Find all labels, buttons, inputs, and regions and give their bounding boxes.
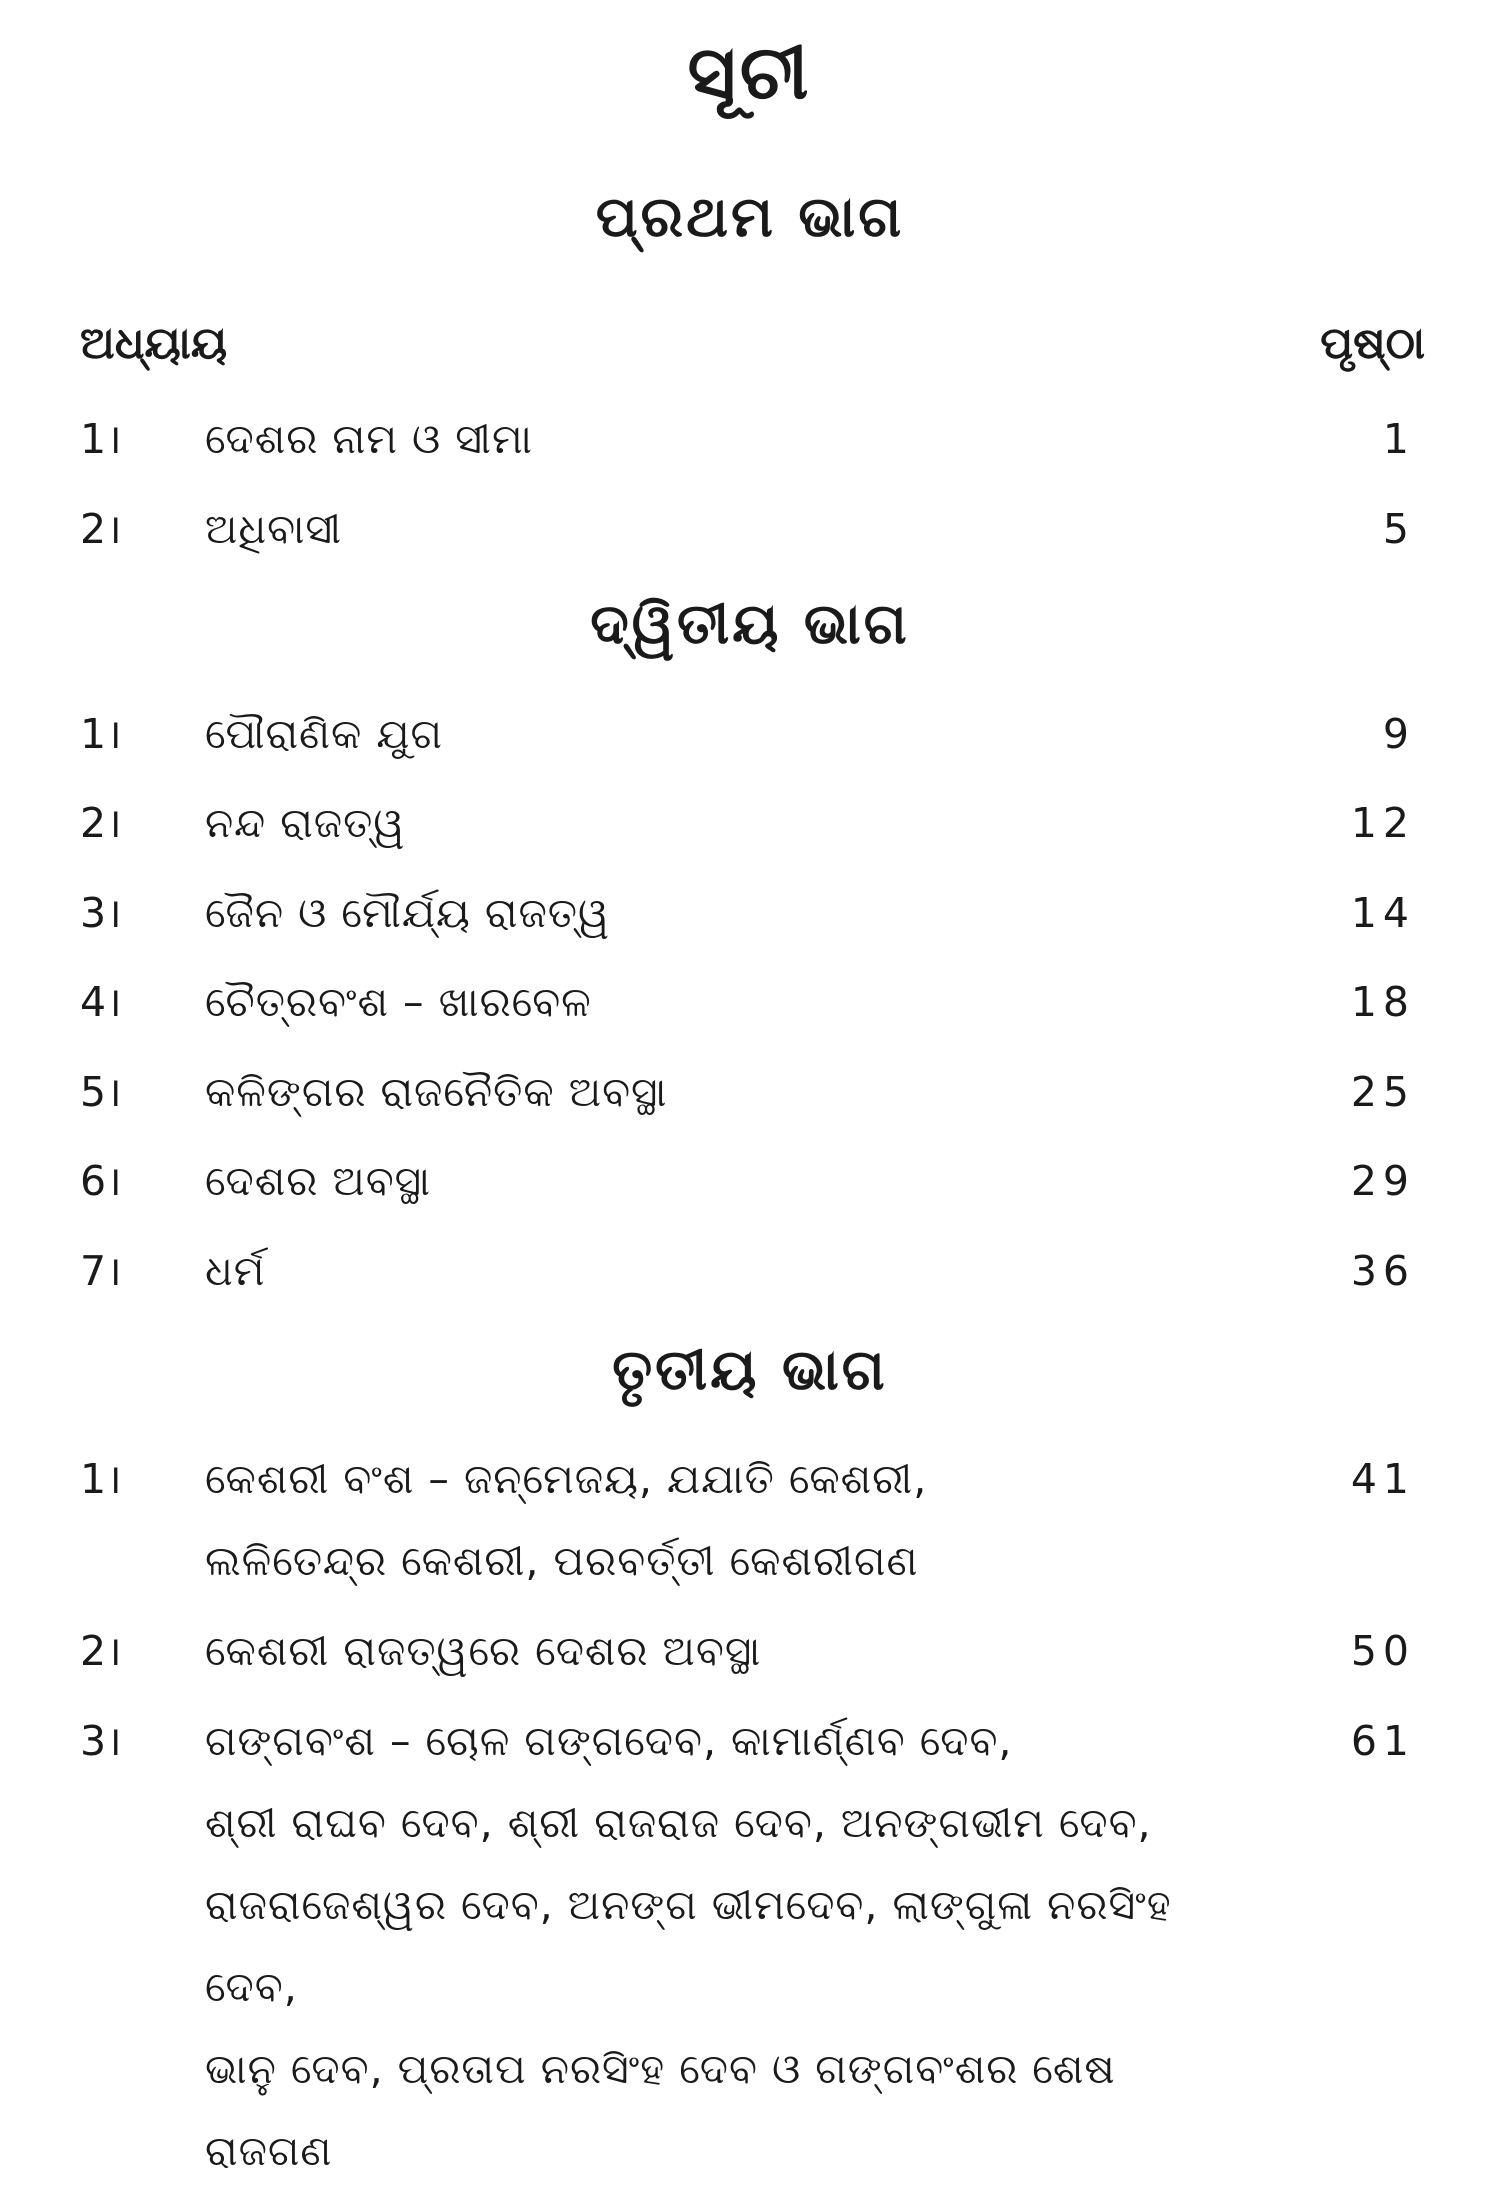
entry-number: 2। — [80, 505, 122, 553]
page-title: ସୂଚୀ — [687, 30, 813, 116]
chapter-column-header: ଅଧ୍ୟାୟ — [80, 318, 228, 369]
entry-number: 2। — [80, 1627, 122, 1675]
entry-number: 5। — [80, 1068, 122, 1116]
entry-page: 61 — [1350, 1717, 1415, 1765]
entry-page: 9 — [1382, 710, 1415, 758]
entry-page: 18 — [1350, 978, 1415, 1026]
entry-number: 7। — [80, 1247, 122, 1295]
entry-number: 3। — [80, 889, 122, 937]
entry-title: ଅଧିବାସୀ — [205, 505, 343, 553]
entry-title: ଗଙ୍ଗବଂଶ – ଚୋଳ ଗଙ୍ଗଦେବ, କାମାର୍ଣ୍ଣବ ଦେବ, ଶ୍ରୀ ରାଘବ ଦେବ, ଶ୍ରୀ ରାଜରାଜ ଦେବ, ଅନଙ୍ଗଭୀମ ଦେବ, ରାଜରାଜେଶ୍ୱର ଦେବ, ଅନଙ୍ଗ ଭୀମଦେବ, ଲାଙ୍ଗୁଳା ନରସିଂହ ଦେବ, ଭାନୁ ଦେବ, ପ୍ରତାପ ନରସିଂହ ଦେବ ଓ ଗଙ୍ଗବଂଶର ଶେଷ ରାଜଗଣ — [205, 1717, 1172, 2175]
entry-number: 1। — [80, 710, 122, 758]
entry-title: ଦେଶର ଅବସ୍ଥା — [205, 1157, 432, 1205]
entry-page: 50 — [1350, 1627, 1415, 1675]
entry-title: କେଶରୀ ବଂଶ – ଜନ୍ମେଜୟ, ଯଯାତି କେଶରୀ, ଲଳିତେନ୍ଦ୍ର କେଶରୀ, ପରବର୍ତ୍ତୀ କେଶରୀଗଣ — [205, 1455, 928, 1585]
entry-number: 1। — [80, 415, 122, 463]
entry-number: 4। — [80, 978, 122, 1026]
entry-page: 36 — [1350, 1247, 1415, 1295]
entry-page: 14 — [1350, 889, 1415, 937]
part-heading-2: ଦ୍ୱିତୀୟ ଭାଗ — [590, 592, 910, 657]
entry-title: ଜୈନ ଓ ମୌର୍ଯ୍ୟ ରାଜତ୍ୱ — [205, 889, 610, 937]
entry-number: 6। — [80, 1157, 122, 1205]
entry-number: 2। — [80, 799, 122, 847]
part-heading-3: ତୃତୀୟ ଭାଗ — [612, 1338, 888, 1403]
entry-page: 12 — [1350, 799, 1415, 847]
entry-title: ଧର୍ମ — [205, 1247, 266, 1295]
entry-page: 5 — [1382, 505, 1415, 553]
entry-page: 29 — [1350, 1157, 1415, 1205]
entry-number: 3। — [80, 1717, 122, 1765]
entry-title: ପୌରାଣିକ ଯୁଗ — [205, 710, 443, 758]
page-column-header: ପୃଷ୍ଠା — [1320, 318, 1425, 369]
entry-number: 1। — [80, 1455, 122, 1503]
entry-page: 41 — [1350, 1455, 1415, 1503]
entry-title: କେଶରୀ ରାଜତ୍ୱରେ ଦେଶର ଅବସ୍ଥା — [205, 1627, 762, 1675]
entry-page: 25 — [1350, 1068, 1415, 1116]
entry-title: ଦେଶର ନାମ ଓ ସୀମା — [205, 415, 533, 463]
entry-title: ନନ୍ଦ ରାଜତ୍ୱ — [205, 799, 406, 847]
entry-page: 1 — [1382, 415, 1415, 463]
entry-title: କଳିଙ୍ଗର ରାଜନୈତିକ ଅବସ୍ଥା — [205, 1068, 668, 1116]
entry-title: ଚୈତ୍ରବଂଶ – ଖାରବେଳ — [205, 978, 592, 1026]
part-heading-1: ପ୍ରଥମ ଭାଗ — [595, 185, 905, 250]
